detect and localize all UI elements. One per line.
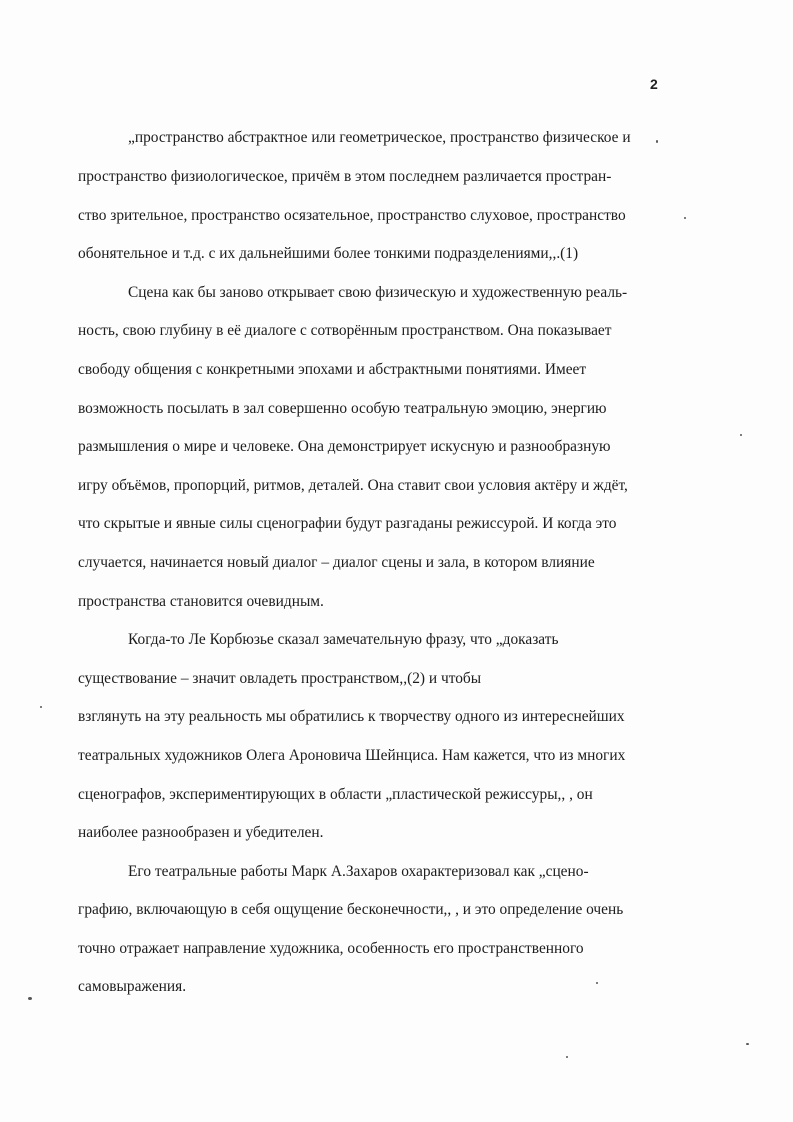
text-line: пространства становится очевидным. — [78, 593, 324, 610]
text-line: возможность посылать в зал совершенно особую театральную эмоцию, энергию — [78, 400, 607, 417]
text-line: существование – значит овладеть пространством,,(2) и чтобы — [78, 670, 482, 687]
text-line: сценографов, экспериментирующих в области „пластической режиссуры,, , он — [78, 786, 593, 803]
text-line: самовыражения. — [78, 978, 187, 995]
text-line: „пространство абстрактное или геометрическое, пространство физическое и — [128, 129, 631, 146]
text-line: размышления о мире и человеке. Она демонстрирует искусную и разнообразную — [78, 438, 611, 455]
text-line: точно отражает направление художника, особенность его пространственного — [78, 940, 584, 957]
text-line: наиболее разнообразен и убедителен. — [78, 824, 324, 841]
text-line: случается, начинается новый диалог – диалог сцены и зала, в котором влияние — [78, 554, 595, 571]
text-line: свободу общения с конкретными эпохами и абстрактными понятиями. Имеет — [78, 361, 587, 378]
page-number: 2 — [650, 76, 658, 92]
scan-speck — [40, 706, 42, 708]
scan-speck — [596, 982, 598, 984]
text-line: пространство физиологическое, причём в этом последнем различается простран- — [78, 168, 612, 185]
text-line: игру объёмов, пропорций, ритмов, деталей. Она ставит свои условия актёру и ждёт, — [78, 477, 628, 494]
text-line: что скрытые и явные силы сценографии будут разгаданы режиссурой. И когда это — [78, 515, 617, 532]
text-line: Его театральные работы Марк А.Захаров охарактеризовал как „сцено- — [128, 863, 589, 880]
scan-speck — [656, 140, 658, 143]
scan-speck — [28, 997, 32, 1000]
text-line: Когда-то Ле Корбюзье сказал замечательную фразу, что „доказать — [128, 631, 559, 648]
text-line: графию, включающую в себя ощущение бесконечности,, , и это определение очень — [78, 901, 624, 918]
scan-speck — [566, 1056, 568, 1058]
text-line: взглянуть на эту реальность мы обратились к творчеству одного из интереснейших — [78, 708, 625, 725]
text-line: театральных художников Олега Ароновича Шейнциса. Нам кажется, что из многих — [78, 747, 626, 764]
text-line: обонятельное и т.д. с их дальнейшими более тонкими подразделениями,,.(1) — [78, 245, 579, 262]
text-line: Сцена как бы заново открывает свою физическую и художественную реаль- — [128, 284, 628, 301]
text-line: ство зрительное, пространство осязательное, пространство слуховое, пространство — [78, 207, 626, 224]
scan-speck — [684, 217, 686, 219]
scan-speck — [746, 1043, 749, 1045]
text-line: ность, свою глубину в её диалоге с сотворённым пространством. Она показывает — [78, 322, 612, 339]
scan-speck — [740, 434, 742, 436]
